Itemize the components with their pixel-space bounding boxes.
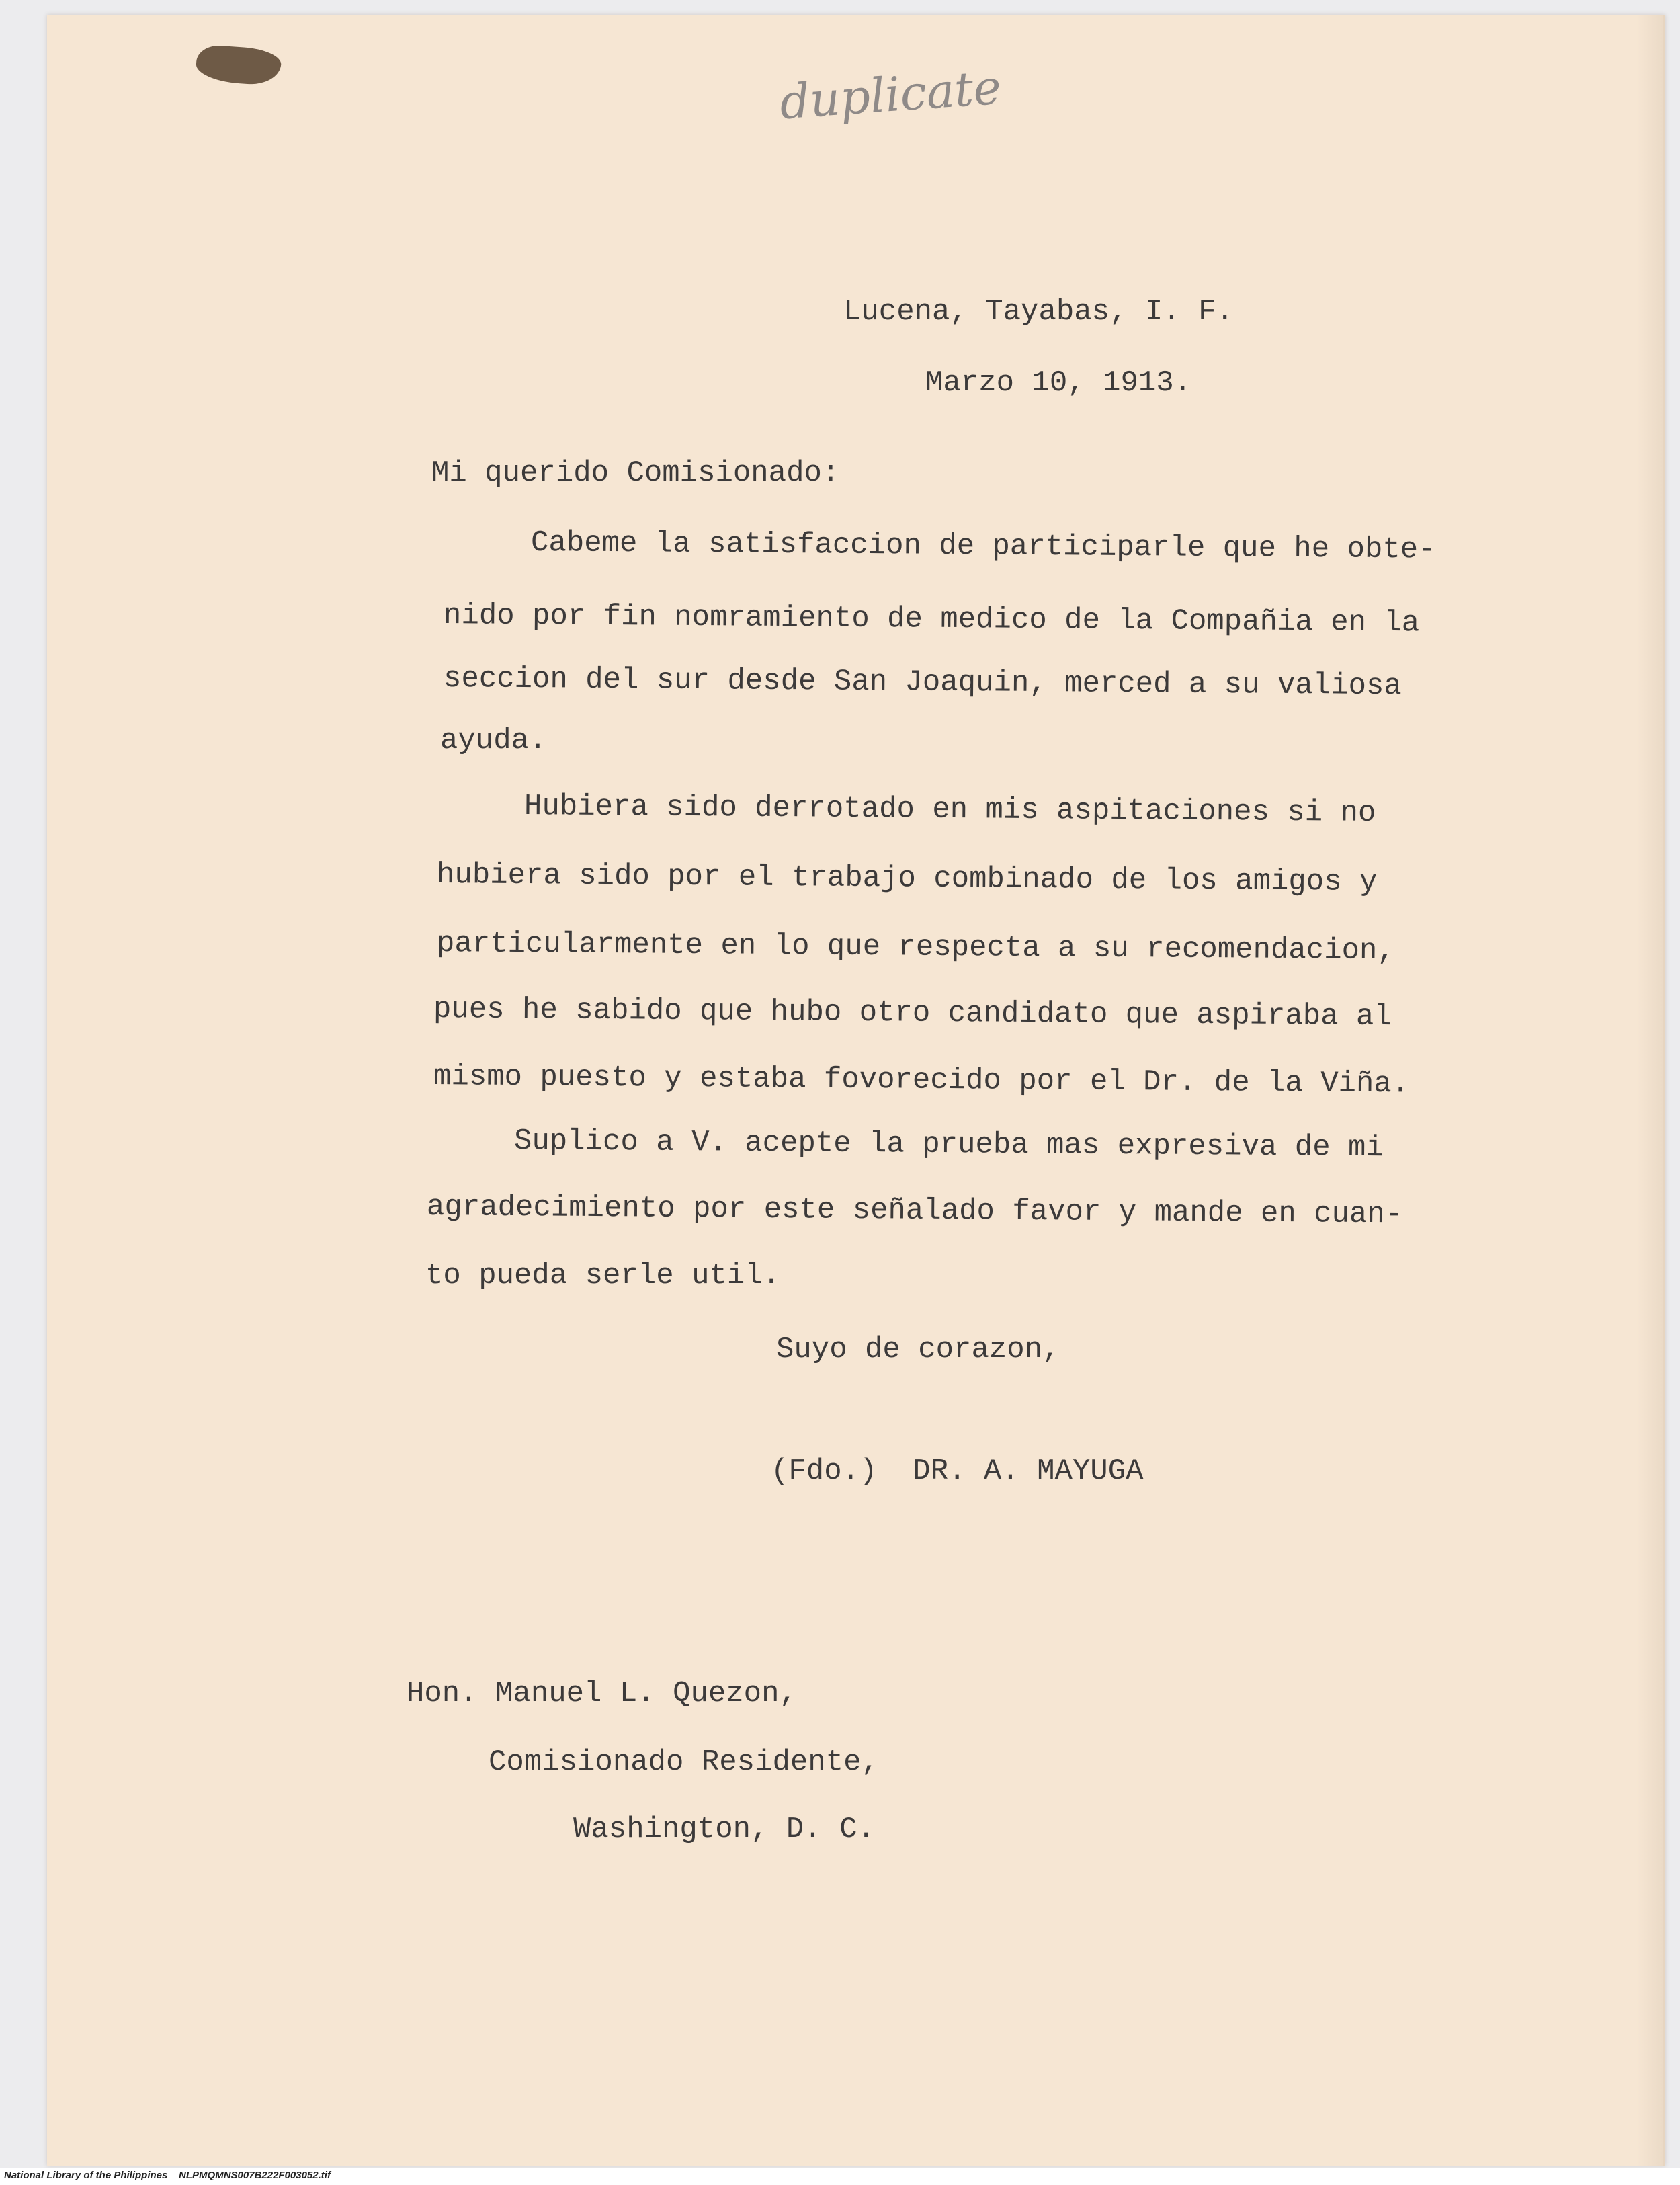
addressee-name: Hon. Manuel L. Quezon, [407,1677,797,1710]
letter-date: Marzo 10, 1913. [925,366,1192,400]
body-line: Cabeme la satisfaccion de participarle que he obte- [530,526,1436,567]
body-line: nido por fin nomramiento de medico de la Compañia en la [443,599,1420,641]
signature: (Fdo.) DR. A. MAYUGA [771,1454,1144,1488]
footer-filename: NLPMQMNS007B222F003052.tif [179,2170,331,2181]
body-line: particularmente en lo que respecta a su recomendacion, [436,927,1395,968]
body-line: seccion del sur desde San Joaquin, merced a su valiosa [443,662,1402,704]
addressee-city: Washington, D. C. [573,1813,875,1846]
body-line: ayuda. [440,724,547,757]
paper-shadow-edge [1636,15,1663,2166]
addressee-title: Comisionado Residente, [489,1745,879,1779]
archive-footer [4,2170,331,2181]
salutation: Mi querido Comisionado: [431,456,840,490]
body-line: to pueda serle util. [425,1259,781,1292]
body-line: pues he sabido que hubo otro candidato que aspiraba al [433,993,1392,1034]
body-line: Hubiera sido derrotado en mis aspitaciones si no [523,790,1376,830]
closing: Suyo de corazon, [776,1333,1060,1366]
letter-place: Lucena, Tayabas, I. F. [843,295,1234,329]
body-line: mismo puesto y estaba fovorecido por el Dr. de la Viña. [433,1060,1410,1102]
handwritten-annotation: duplicate [778,59,1003,130]
body-line: agradecimiento por este señalado favor y mande en cuan- [426,1190,1403,1232]
body-line: Suplico a V. acepte la prueba mas expresiva de mi [513,1124,1384,1165]
body-line: hubiera sido por el trabajo combinado de los amigos y [436,858,1378,899]
footer-institution: National Library of the Philippines [4,2170,168,2181]
